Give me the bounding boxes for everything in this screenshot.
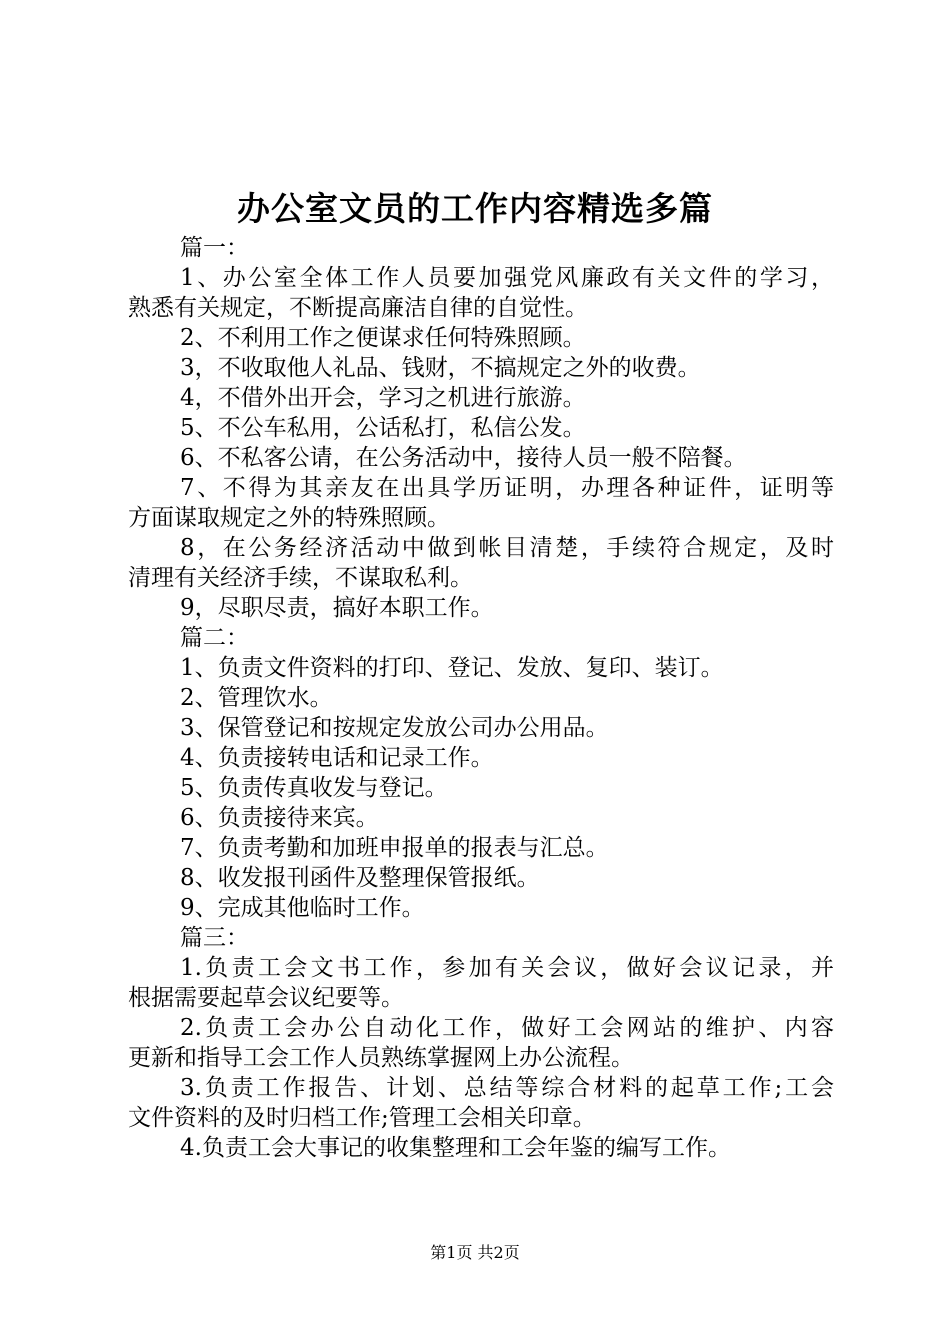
text-line: 6、负责接待来宾。	[180, 805, 379, 831]
text-line: 5、不公车私用，公话私打，私信公发。	[180, 415, 586, 441]
text-line: 7、不得为其亲友在出具学历证明，办理各种证件，证明等	[180, 475, 834, 501]
document-title: 办公室文员的工作内容精选多篇	[237, 189, 713, 228]
text-line: 篇二：	[180, 625, 249, 651]
text-line: 方面谋取规定之外的特殊照顾。	[128, 505, 450, 531]
text-line: 熟悉有关规定，不断提高廉洁自律的自觉性。	[128, 295, 588, 321]
text-line: 1.负责工会文书工作，参加有关会议，做好会议记录，并	[180, 955, 834, 981]
text-line: 7、负责考勤和加班申报单的报表与汇总。	[180, 835, 609, 861]
text-line: 6、不私客公请，在公务活动中，接待人员一般不陪餐。	[180, 445, 747, 471]
text-line: 2.负责工会办公自动化工作，做好工会网站的维护、内容	[180, 1015, 834, 1041]
text-line: 1、负责文件资料的打印、登记、发放、复印、装订。	[180, 655, 724, 681]
text-line: 2、管理饮水。	[180, 685, 333, 711]
text-line: 清理有关经济手续，不谋取私利。	[128, 565, 473, 591]
text-line: 1、办公室全体工作人员要加强党风廉政有关文件的学习，	[180, 265, 834, 291]
text-line: 篇三：	[180, 925, 249, 951]
text-line: 篇一：	[180, 235, 249, 261]
text-line: 9、完成其他临时工作。	[180, 895, 425, 921]
text-line: 3，不收取他人礼品、钱财，不搞规定之外的收费。	[180, 355, 701, 381]
text-line: 8、收发报刊函件及整理保管报纸。	[180, 865, 540, 891]
text-line: 2、不利用工作之便谋求任何特殊照顾。	[180, 325, 586, 351]
text-line: 4，不借外出开会，学习之机进行旅游。	[180, 385, 586, 411]
text-line: 文件资料的及时归档工作;管理工会相关印章。	[128, 1105, 596, 1131]
text-line: 9，尽职尽责，搞好本职工作。	[180, 595, 494, 621]
page-footer: 第1页 共2页	[430, 1243, 520, 1262]
text-line: 4、负责接转电话和记录工作。	[180, 745, 494, 771]
text-line: 3、保管登记和按规定发放公司办公用品。	[180, 715, 609, 741]
text-line: 3.负责工作报告、计划、总结等综合材料的起草工作;工会	[180, 1075, 834, 1101]
text-line: 根据需要起草会议纪要等。	[128, 985, 404, 1011]
document-body	[128, 233, 834, 1163]
text-line: 8，在公务经济活动中做到帐目清楚，手续符合规定，及时	[180, 535, 834, 561]
text-line: 4.负责工会大事记的收集整理和工会年鉴的编写工作。	[180, 1135, 731, 1161]
text-line: 5、负责传真收发与登记。	[180, 775, 448, 801]
text-line: 更新和指导工会工作人员熟练掌握网上办公流程。	[128, 1045, 634, 1071]
